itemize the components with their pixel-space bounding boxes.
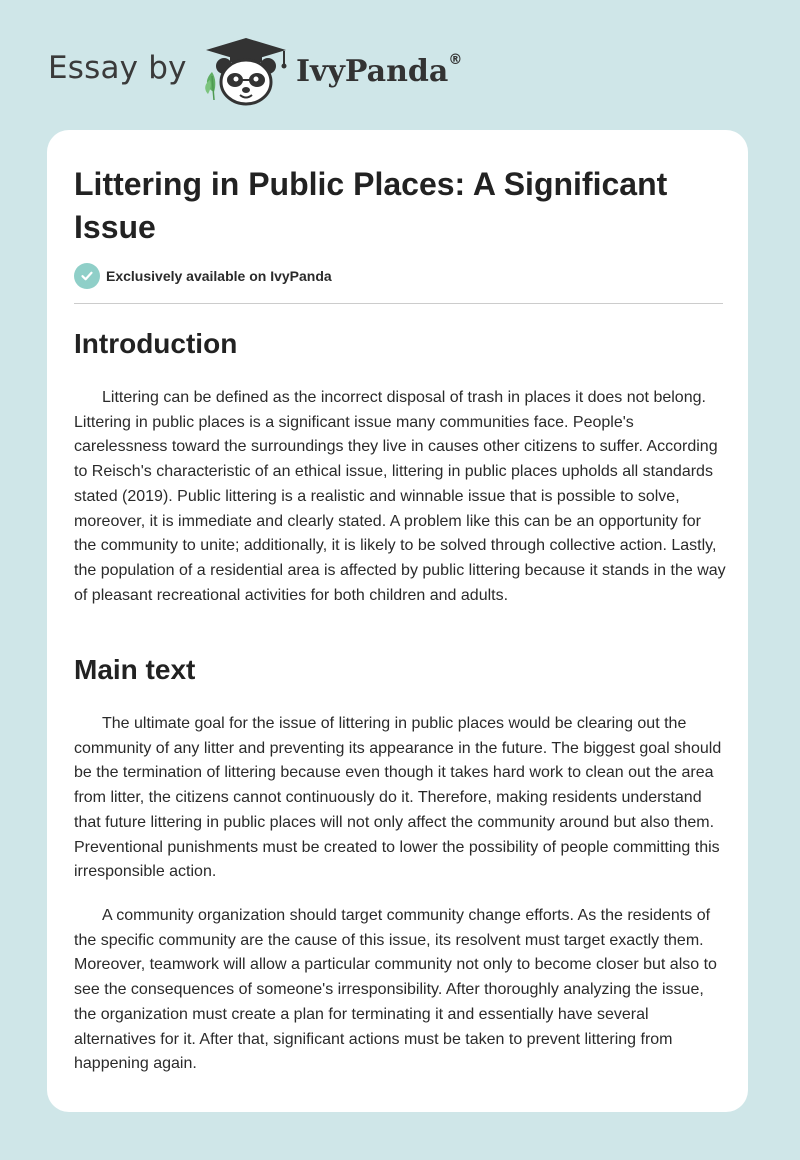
brand-text: IvyPanda	[296, 54, 449, 89]
exclusive-label: Exclusively available on IvyPanda	[106, 268, 332, 284]
registered-mark: ®	[448, 52, 463, 68]
check-icon	[74, 263, 100, 289]
site-header	[0, 0, 800, 130]
section-heading-main-text: Main text	[74, 654, 196, 685]
paragraph: The ultimate goal for the issue of littering in public places would be clearing out the community of any litter and preventing its appearance in the future. The biggest goal should be the termination of littering because even though it takes hard work to clean out the area from litter, the citizens cannot continuously do it. Therefore, making residents understand that future littering in public places will not only affect the community around but also them. Preventional punishments must be created to lower the possibility of people committing this irresponsible action.	[74, 715, 722, 881]
divider	[74, 303, 723, 304]
essay-by-label: Essay by	[48, 50, 187, 86]
article-title: Littering in Public Places: A Significant Issue	[74, 166, 668, 245]
exclusive-badge	[74, 263, 332, 289]
panda-graduate-icon[interactable]	[200, 36, 292, 108]
paragraph: A community organization should target community change efforts. As the residents of the specific community are the cause of this issue, its resolvent must target exactly them. Moreover, teamwork will allow a particular community not only to become closer but also to see the consequences of someone's irresponsibility. After thoroughly analyzing the issue, the organization must create a plan for terminating it and essentially have several alternatives for it. After that, significant actions must be taken to prevent littering from happening again.	[74, 907, 717, 1073]
article-card	[47, 130, 748, 1112]
brand-name[interactable]	[296, 54, 462, 89]
paragraph: Littering can be defined as the incorrect disposal of trash in places it does not belong. Littering in public places is a significant issue many communities face. People's carelessness toward the surroundings they live in causes other citizens to suffer. According to Reisch's characteristic of an ethical issue, littering in public places upholds all standards stated (2019). Public littering is a realistic and winnable issue that is possible to solve, moreover, it is immediate and clearly stated. A problem like this can be an opportunity for the community to unite; additionally, it is likely to be solved through collective action. Lastly, the population of a residential area is affected by public littering because it stands in the way of pleasant recreational activities for both children and adults.	[74, 389, 726, 604]
section-heading-introduction: Introduction	[74, 328, 238, 359]
